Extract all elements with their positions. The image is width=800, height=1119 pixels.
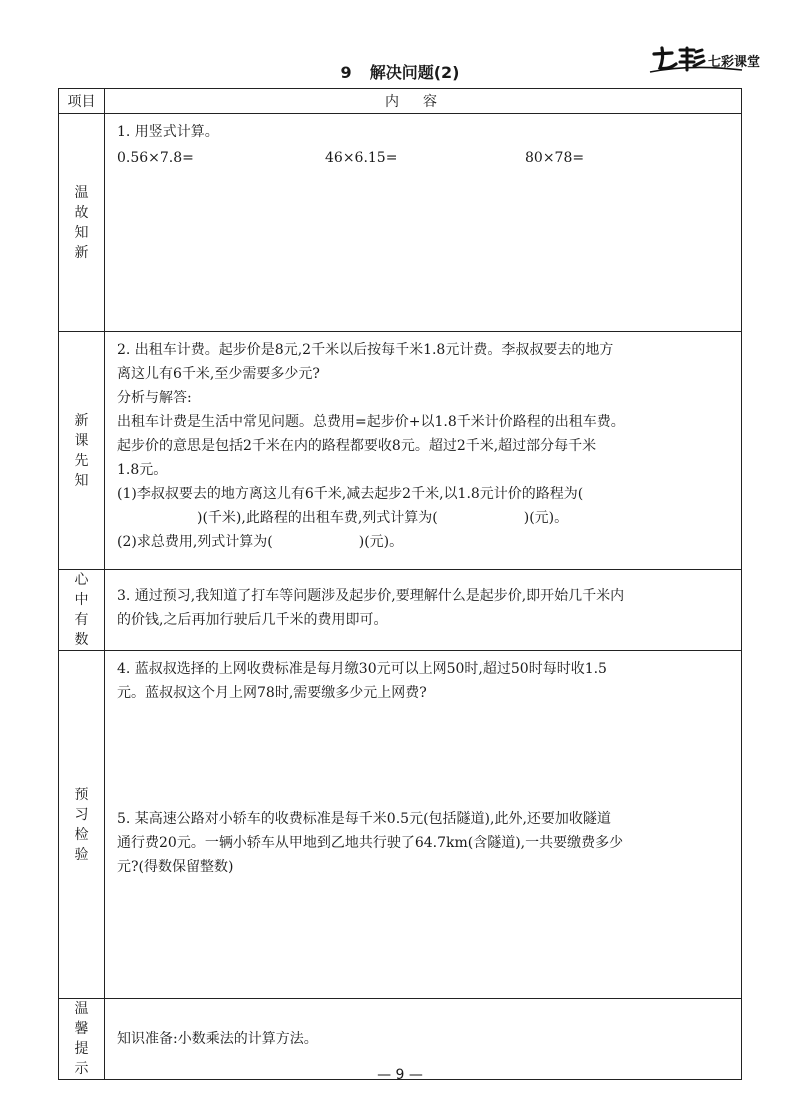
logo-text: 七彩课堂 xyxy=(708,55,761,70)
page-title xyxy=(0,60,800,83)
row-preview xyxy=(59,332,742,570)
equation: 46×6.15= xyxy=(325,150,398,166)
row-label: 温故知新 xyxy=(59,114,105,332)
row-content xyxy=(105,114,742,332)
text-line: 起步价的意思是包括2千米在内的路程都要收8元。超过2千米,超过部分每千米 xyxy=(117,438,597,454)
row-content xyxy=(105,332,742,570)
text-line: )(千米),此路程的出租车费,列式计算为( )(元)。 xyxy=(197,510,569,526)
row-label: 预习检验 xyxy=(59,651,105,999)
text-line: 3. 通过预习,我知道了打车等问题涉及起步价,要理解什么是起步价,即开始几千米内 xyxy=(117,588,625,604)
row-content: 知识准备:小数乘法的计算方法。 xyxy=(105,999,742,1080)
question-1: 1. 用竖式计算。 xyxy=(117,124,219,140)
text-line: 元?(得数保留整数) xyxy=(117,859,234,875)
question-4 xyxy=(117,657,731,807)
text-line: 5. 某高速公路对小轿车的收费标准是每千米0.5元(包括隧道),此外,还要加收隧道 xyxy=(117,811,611,827)
text-line: 4. 蓝叔叔选择的上网收费标准是每月缴30元可以上网50时,超过50时每时收1.5 xyxy=(117,661,607,677)
row-content xyxy=(105,570,742,651)
table-header-row xyxy=(59,89,742,114)
page-number: — 9 — xyxy=(377,1067,423,1083)
worksheet-table xyxy=(58,88,742,1080)
header-content: 内容 xyxy=(105,89,742,114)
text-line: 1.8元。 xyxy=(117,462,168,478)
lesson-title: 解决问题(2) xyxy=(369,63,460,82)
row-label: 温馨提示 xyxy=(59,999,105,1080)
row-review xyxy=(59,114,742,332)
header-item: 项目 xyxy=(59,89,105,114)
row-check xyxy=(59,651,742,999)
row-label: 新课先知 xyxy=(59,332,105,570)
text-line: 元。蓝叔叔这个月上网78时,需要缴多少元上网费? xyxy=(117,685,427,701)
text-line: 通行费20元。一辆小轿车从甲地到乙地共行驶了64.7km(含隧道),一共要缴费多少 xyxy=(117,835,624,851)
equation-row xyxy=(117,146,731,170)
text-line: 2. 出租车计费。起步价是8元,2千米以后按每千米1.8元计费。李叔叔要去的地方 xyxy=(117,342,614,358)
text-line: (1)李叔叔要去的地方离这儿有6千米,减去起步2千米,以1.8元计价的路程为( xyxy=(117,486,584,502)
text-line: 的价钱,之后再加行驶后几千米的费用即可。 xyxy=(117,612,388,628)
equation: 80×78= xyxy=(525,150,585,166)
text-line: 分析与解答: xyxy=(117,390,192,406)
text-line: (2)求总费用,列式计算为( )(元)。 xyxy=(117,534,404,550)
question-5 xyxy=(117,807,731,879)
lesson-number: 9 xyxy=(340,63,352,82)
row-summary xyxy=(59,570,742,651)
text-line: 出租车计费是生活中常见问题。总费用=起步价+以1.8千米计价路程的出租车费。 xyxy=(117,414,625,430)
row-label: 心中有数 xyxy=(59,570,105,651)
equation: 0.56×7.8= xyxy=(117,150,194,166)
text-line: 离这儿有6千米,至少需要多少元? xyxy=(117,366,320,382)
row-content xyxy=(105,651,742,999)
